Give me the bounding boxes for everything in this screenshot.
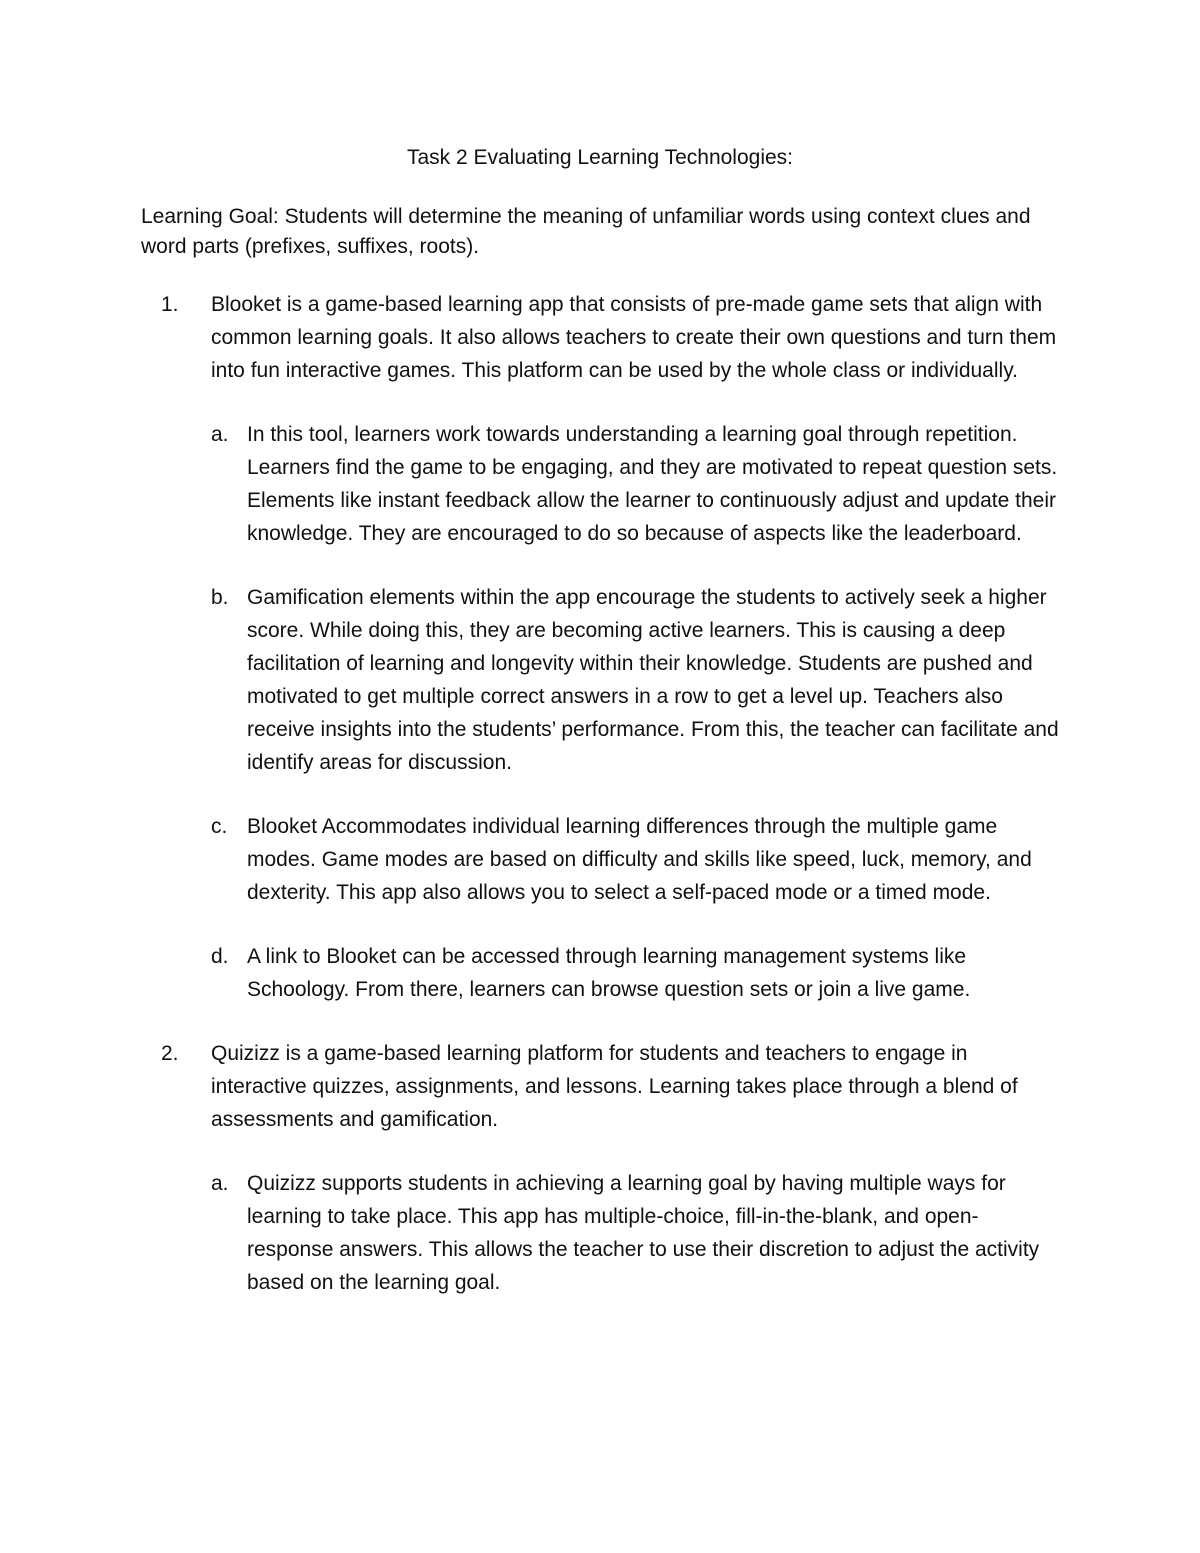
list-number: 1. [161, 293, 179, 316]
list-item-2 [141, 1037, 1061, 1299]
sub-item-1a [211, 418, 1061, 550]
sub-letter: a. [211, 1172, 229, 1195]
list-item-text: Quizizz is a game-based learning platform for students and teachers to engage in interactive quizzes, assignments, and lessons. Learning takes place through a blend of assessments and gamification. [211, 1042, 1018, 1131]
list-number: 2. [161, 1042, 179, 1065]
list-item-text: Blooket is a game-based learning app that consists of pre-made game sets that align with common learning goals. It also allows teachers to create their own questions and turn them into fun interactive games. This platform can be used by the whole class or individually. [211, 293, 1057, 382]
learning-goal: Learning Goal: Students will determine the meaning of unfamiliar words using context clues and word parts (prefixes, suffixes, roots). [141, 205, 1031, 258]
sub-item-1c [211, 810, 1061, 909]
numbered-list [141, 288, 1061, 1299]
sub-item-text: Gamification elements within the app encourage the students to actively seek a higher score. While doing this, they are becoming active learners. This is causing a deep facilitation of learning and longevity within their knowledge. Students are pushed and motivated to get multiple correct answers in a row to get a level up. Teachers also receive insights into the students’ performance. From this, the teacher can facilitate and identify areas for discussion. [247, 586, 1059, 774]
document-title: Task 2 Evaluating Learning Technologies: [406, 146, 794, 169]
sub-item-2a [211, 1167, 1061, 1299]
sub-item-text: A link to Blooket can be accessed through learning management systems like Schoology. From there, learners can browse question sets or join a live game. [247, 945, 971, 1001]
sub-item-text: Blooket Accommodates individual learning differences through the multiple game modes. Game modes are based on difficulty and skills like speed, luck, memory, and dexterity. This app also allows you to select a self-paced mode or a timed mode. [247, 815, 1032, 904]
sub-item-text: Quizizz supports students in achieving a learning goal by having multiple ways for learning to take place. This app has multiple-choice, fill-in-the-blank, and open-response answers. This allows the teacher to use their discretion to adjust the activity based on the learning goal. [247, 1172, 1040, 1294]
list-item-1 [141, 288, 1061, 1006]
sub-item-1d [211, 940, 1061, 1006]
sub-letter: a. [211, 423, 229, 446]
sub-letter: d. [211, 945, 229, 968]
sub-item-1b [211, 581, 1061, 779]
sub-letter: b. [211, 586, 229, 609]
sub-letter: c. [211, 815, 228, 838]
sub-item-text: In this tool, learners work towards understanding a learning goal through repetition. Learners find the game to be engaging, and they are motivated to repeat question sets. Elements like instant feedback allow the learner to continuously adjust and update their knowledge. They are encouraged to do so because of aspects like the leaderboard. [247, 423, 1058, 545]
